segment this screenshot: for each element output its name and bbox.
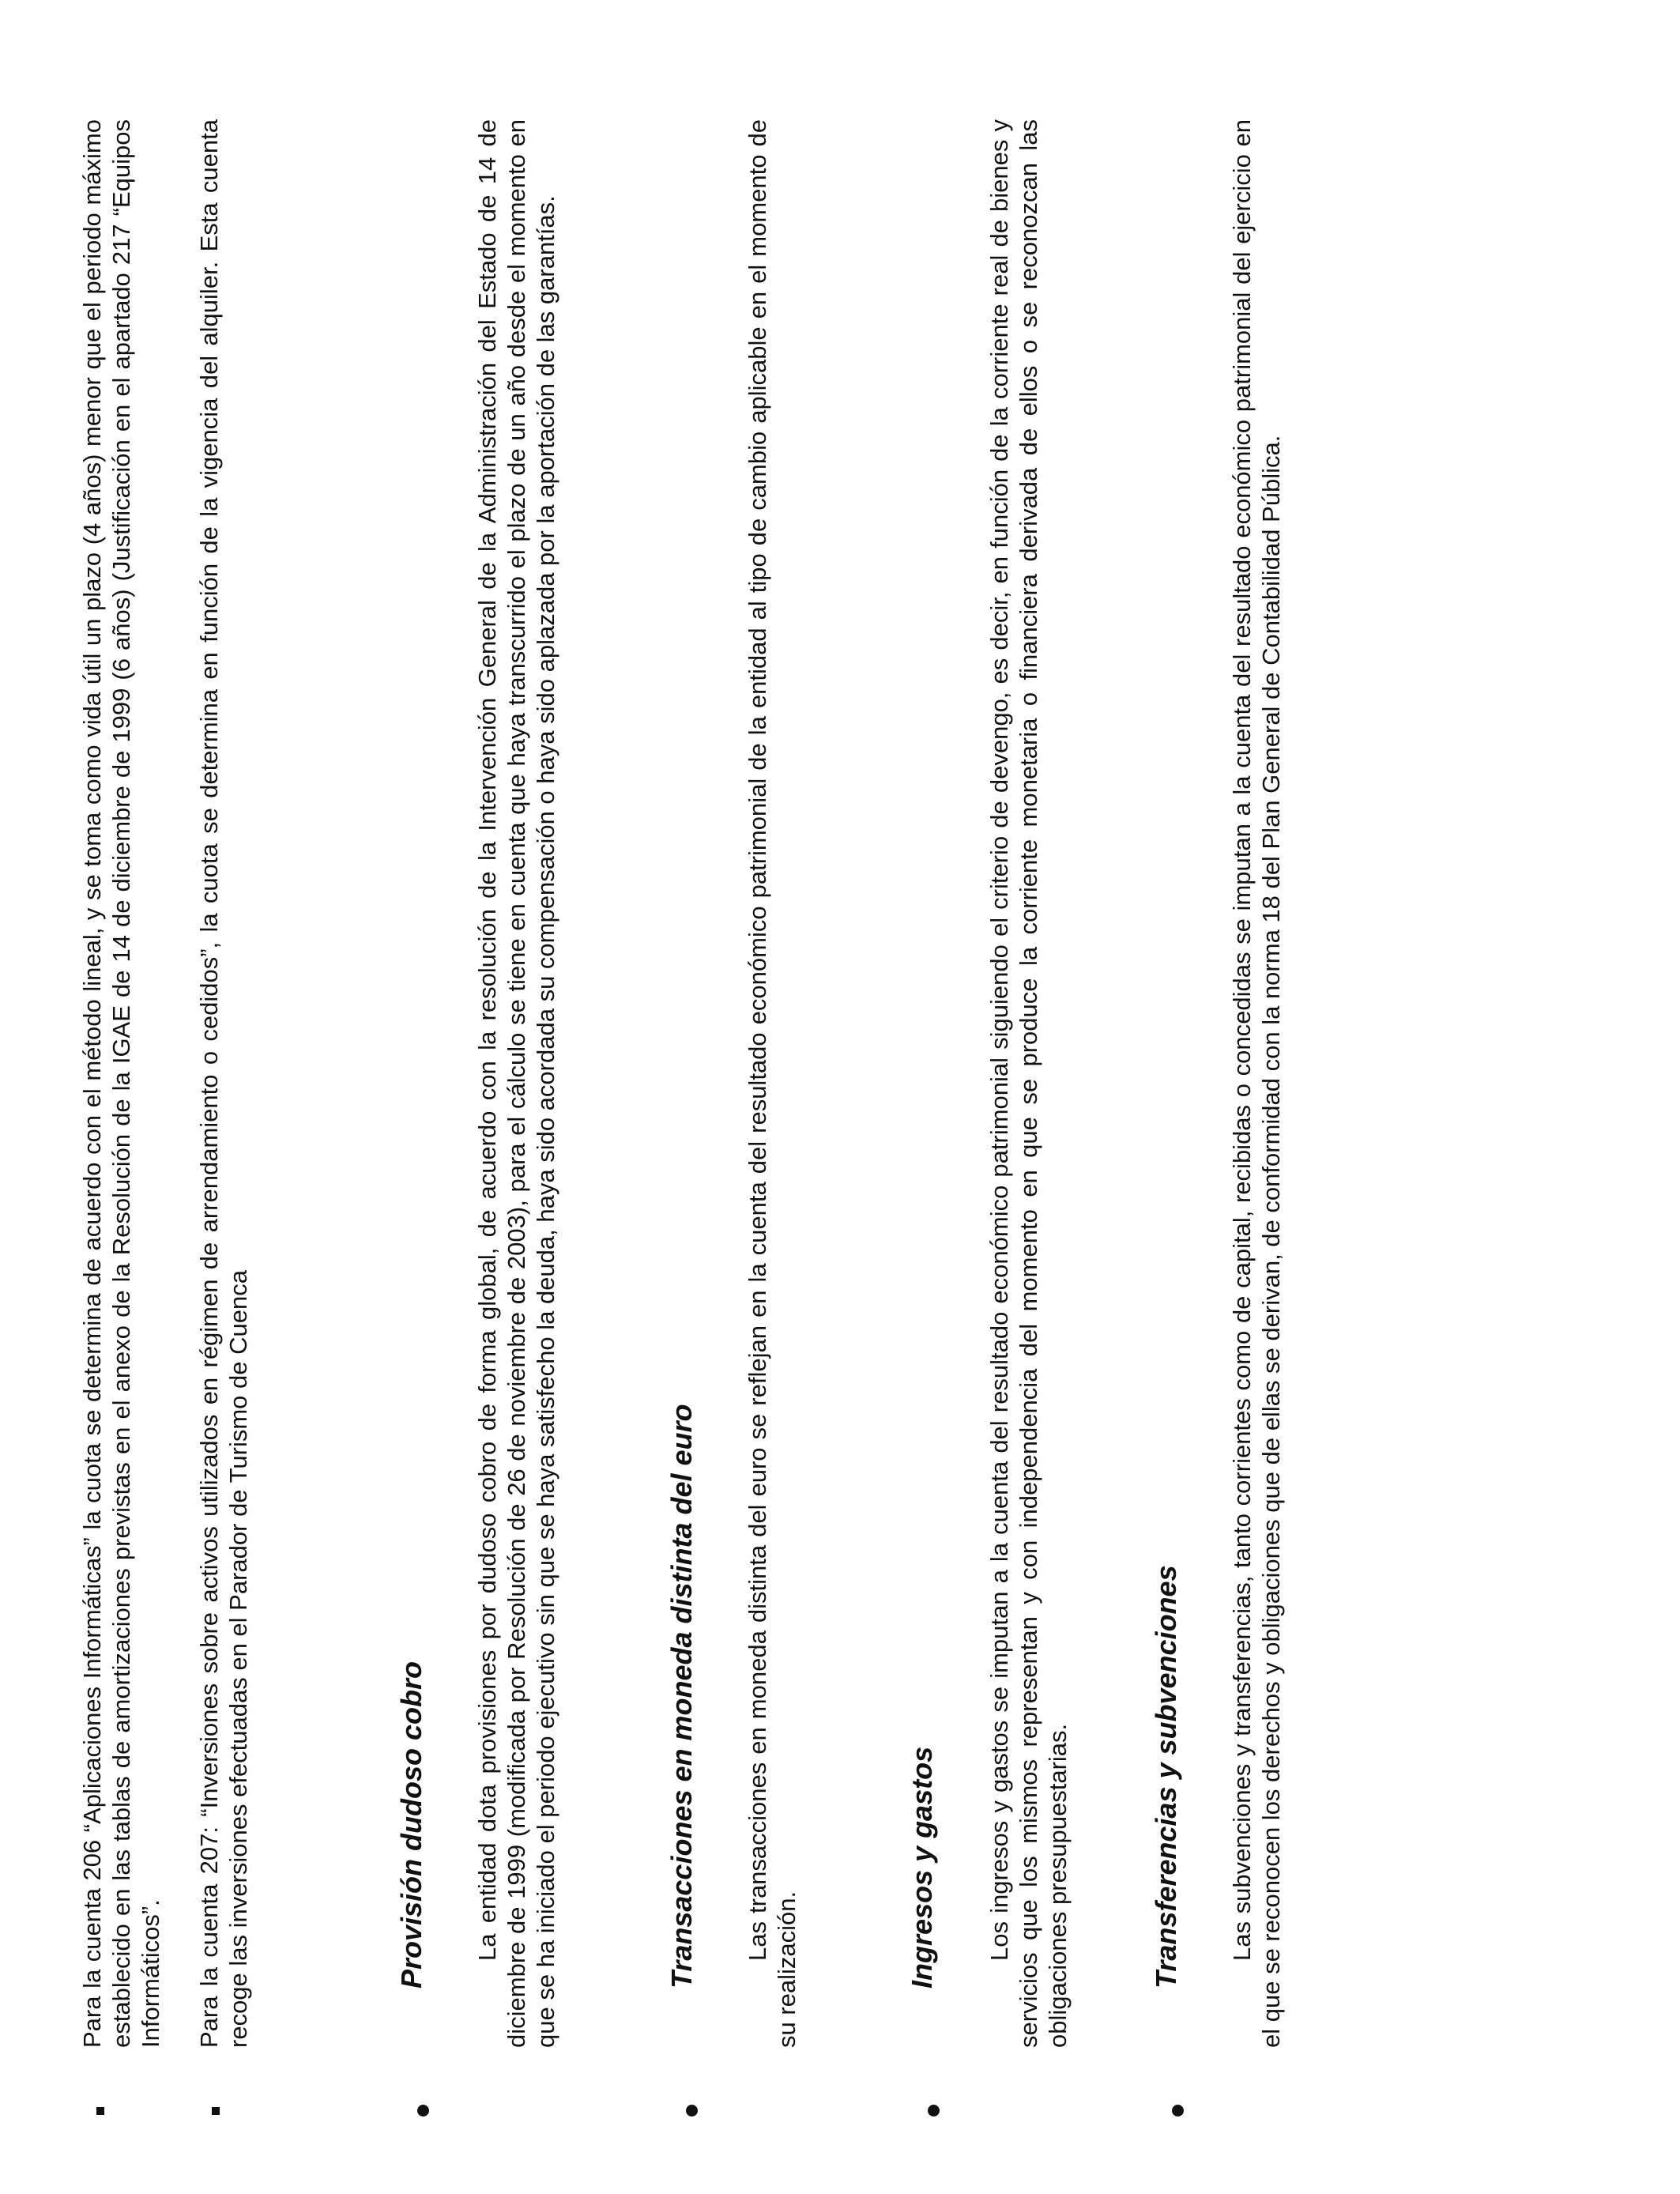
square-bullet-icon xyxy=(212,2107,220,2115)
section-paragraph-ingresos xyxy=(985,119,1072,2048)
paragraph-text: Para la cuenta 207: “Inversiones sobre activos utilizados en régimen de arrendamiento o cedidos”, la cuota se determina en función de la vigencia del alquiler. Esta cuenta recoge las inversiones efectuadas en el Parador de Turismo de Cuenca xyxy=(195,119,252,2048)
bullet-paragraph-aplicaciones xyxy=(77,119,165,2048)
section-heading-transferencias: Transferencias y subvenciones xyxy=(1150,1565,1182,1989)
paragraph-text: Para la cuenta 206 “Aplicaciones Informáticas” la cuota se determina de acuerdo con el método lineal, y se toma como vida útil un plazo (4 años) menor que el periodo máximo establecido en las tablas de amortizaciones previstas en el anexo de la Resolución de la IGAE de 14 de diciembre de 1999 (6 años) (Justificación en el apartado 217 “Equipos Informáticos”. xyxy=(78,119,164,2048)
round-bullet-icon xyxy=(417,2105,429,2117)
square-bullet-icon xyxy=(96,2107,104,2115)
paragraph-text: Las transacciones en moneda distinta del euro se reflejan en la cuenta del resultado económico patrimonial de la entidad al tipo de cambio aplicable en el momento de su realización. xyxy=(744,119,800,2048)
paragraph-text: Las subvenciones y transferencias, tanto corrientes como de capital, recibidas o concedidas se imputan a la cuenta del resultado económico patrimonial del ejercicio en el que se reconocen los derechos y obligaciones que de ellas se derivan, de conformidad con la norma 18 del Plan General de Contabilidad Pública. xyxy=(1228,119,1285,2048)
round-bullet-icon xyxy=(928,2105,940,2117)
section-heading-provision: Provisión dudoso cobro xyxy=(395,1661,428,1989)
round-bullet-icon xyxy=(686,2105,698,2117)
section-paragraph-transferencias xyxy=(1227,119,1286,2048)
section-heading-transacciones: Transacciones en moneda distinta del euro xyxy=(665,1404,698,1989)
paragraph-text: Los ingresos y gastos se imputan a la cuenta del resultado económico patrimonial siguiendo el criterio de devengo, es decir, en función de la corriente real de bienes y servicios que los mismos representan y con independencia del momento en que se produce la corriente monetaria o financiera derivada de ellos o se reconozcan las obligaciones presupuestarias. xyxy=(985,119,1072,2048)
section-paragraph-transacciones xyxy=(743,119,801,2048)
paragraph-text: La entidad dota provisiones por dudoso cobro de forma global, de acuerdo con la resolución de la Intervención General de la Administración del Estado de 14 de diciembre de 1999 (modificada por Resolución de 26 de noviembre de 2003), para el cálculo se tiene en cuenta que haya transcurrido el plazo de un año desde el momento en que se ha iniciado el periodo ejecutivo sin que se haya satisfecho la deuda, haya sido acordada su compensación o haya sido aplazada por la aportación de las garantías. xyxy=(473,119,559,2048)
round-bullet-icon xyxy=(1172,2105,1184,2117)
bullet-paragraph-inversiones xyxy=(194,119,253,2048)
section-paragraph-provision xyxy=(473,119,560,2048)
section-heading-ingresos: Ingresos y gastos xyxy=(906,1746,938,1989)
